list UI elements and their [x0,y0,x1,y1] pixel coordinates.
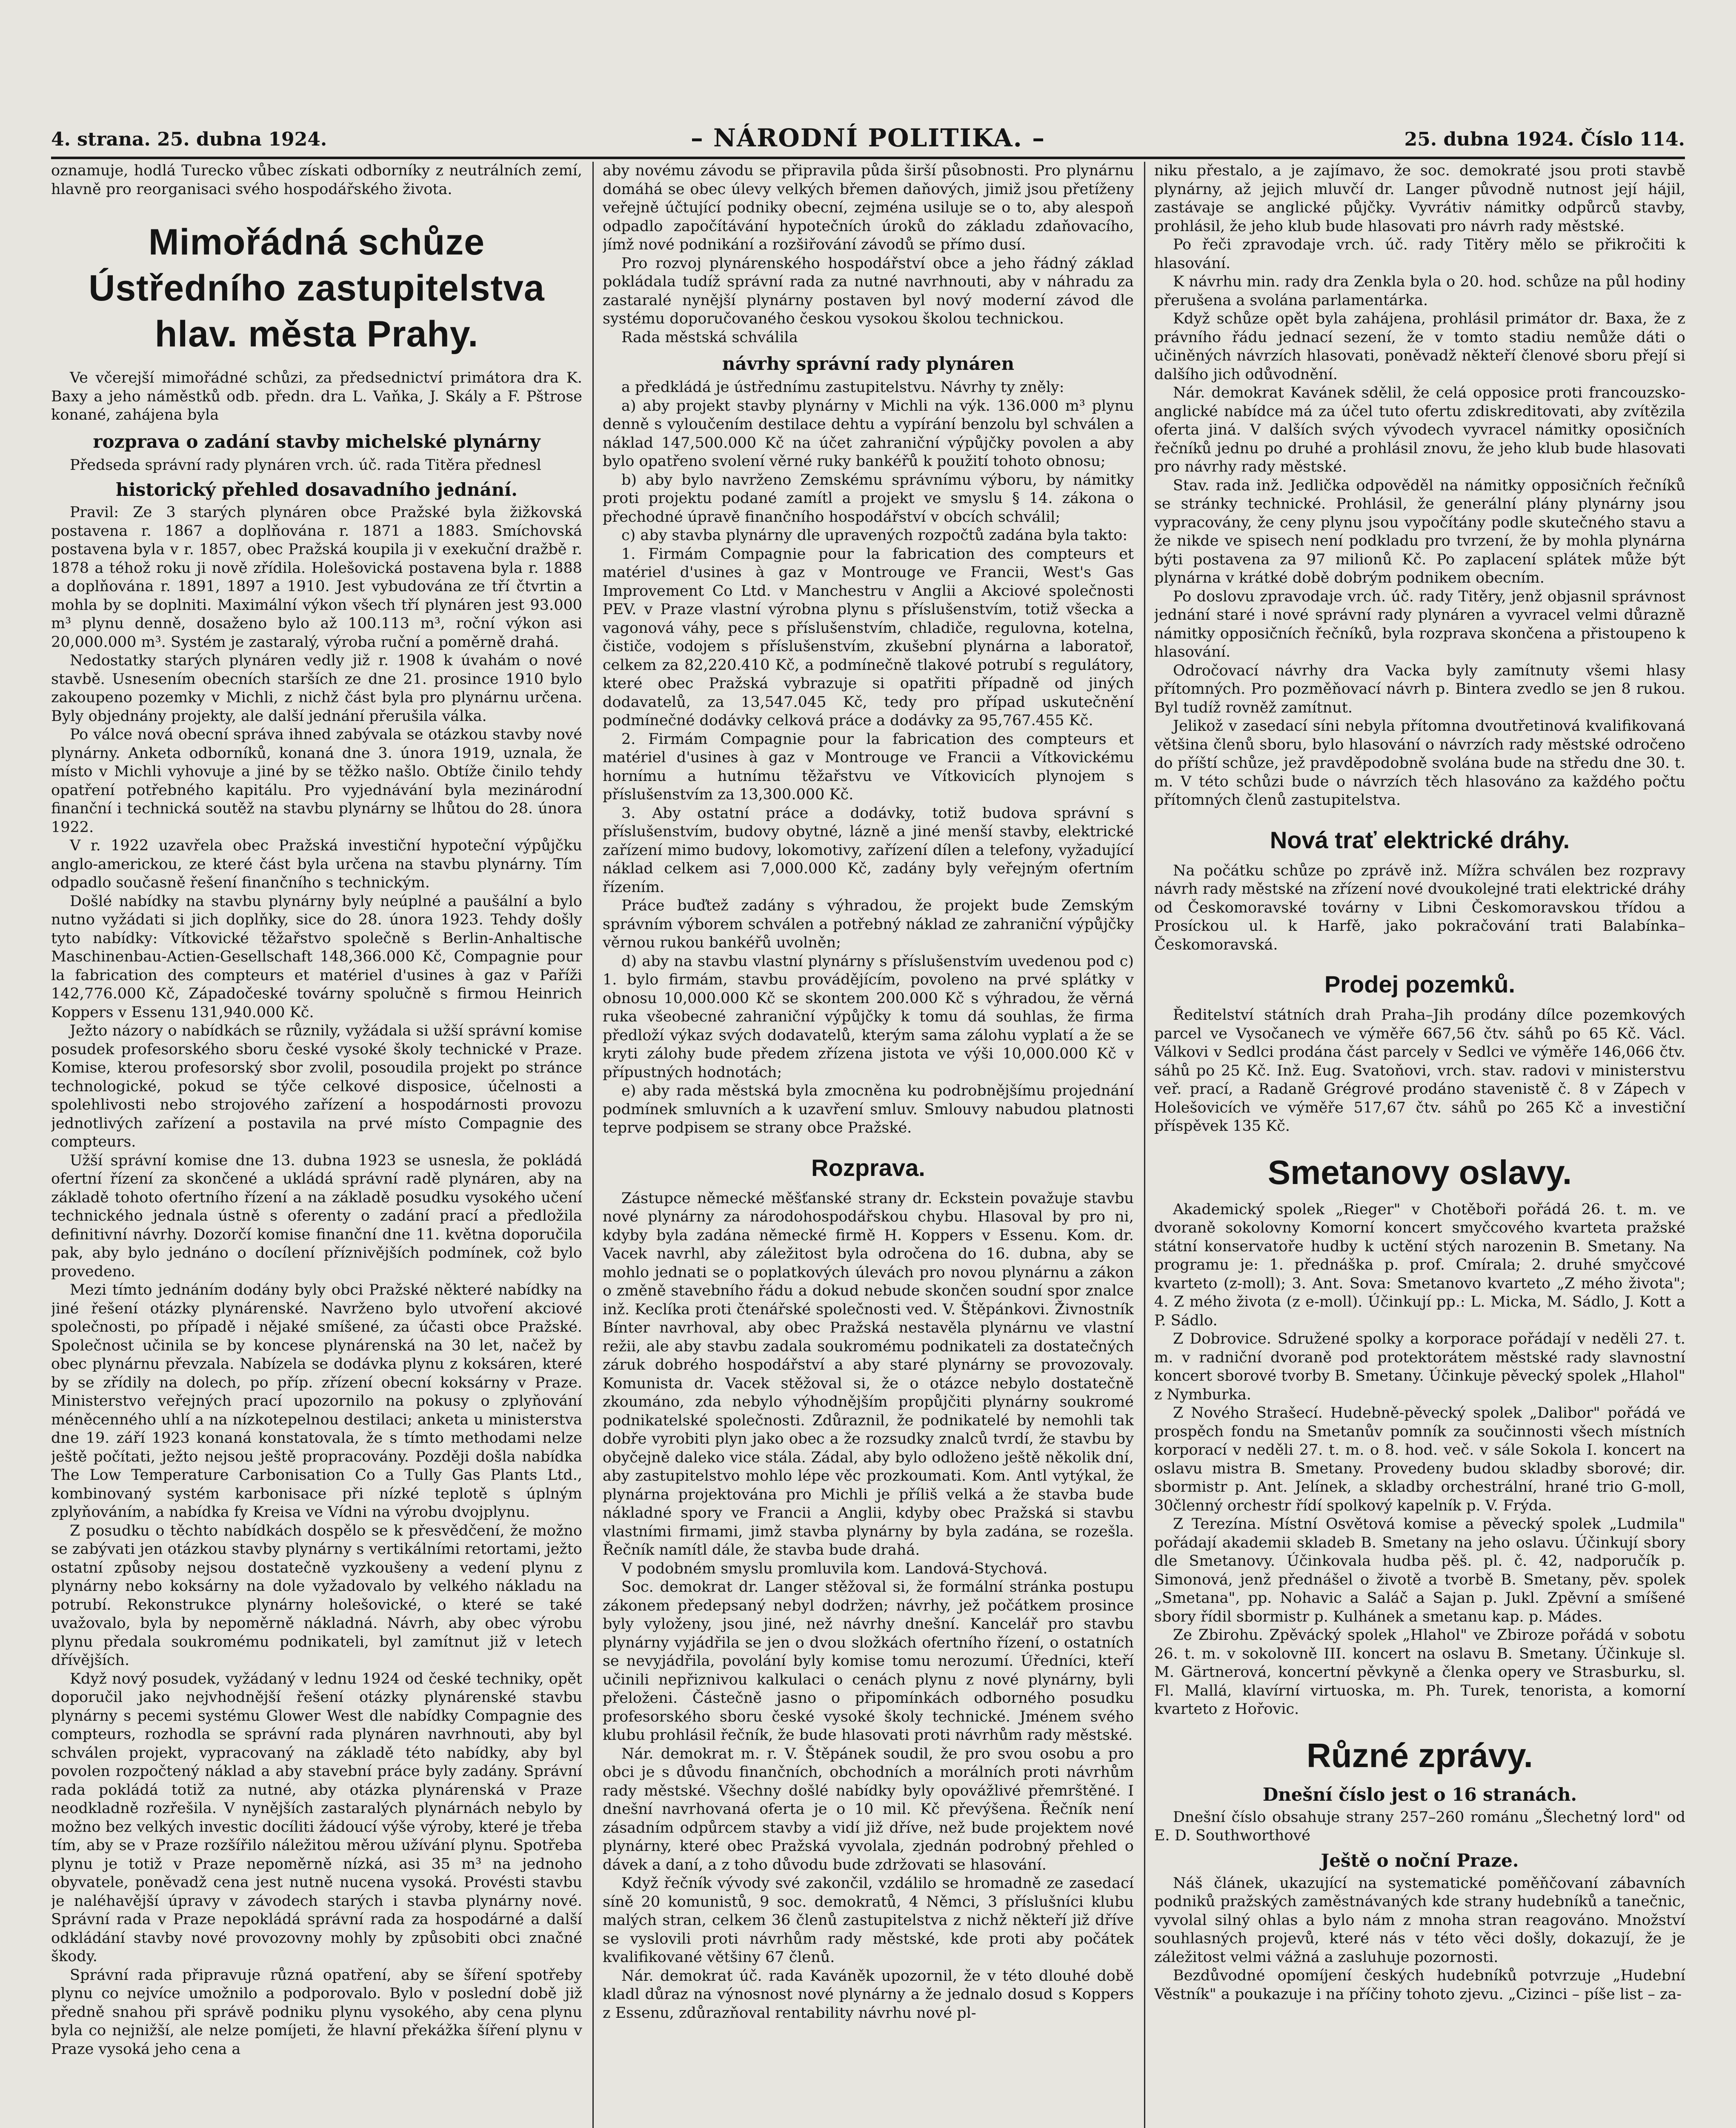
article-text: Zástupce německé měšťanské strany dr. Eckstein považuje stavbu nové plynárny za národohospodářskou chybu. Hlasoval by pro ni, kdyby byla zadána německé firmě H. Koppers v Essenu. Kom. dr. Vacek navrhl, aby záležitost byla odročena do 16. dubna, aby se mohlo jednati se o poplatkových úlevách pro novou plynárnu a zákon o změně stavebního řádu a dokud nebude skončen soudní spor znalce inž. Keclíka proti čtenářské společnosti ved. V. Štěpánkovi. Živnostník Bínter navrhoval, aby obec Pražská nestavěla plynárnu ve vlastní režii, ale aby stavbu zadala soukromému podnikateli za dostatečných záruk dobrého hospodářství a aby staré plynárny se provozovaly. Komunista dr. Vacek stěžoval si, že o otázce nebylo dostatečně zkoumáno, zda nebylo výhodnějším propůjčiti plynárny soukromé podnikatelské společnosti. Zdůraznil, že podnikatelé by nemohli tak dobře vyrobiti plyn jako obec a že rozsudky znalců tvrdí, že stavbu by obyčejně daleko vice stála. Zádal, aby bylo odloženo ještě několik dní, aby zastupitelstvo mohlo lépe věc prozkoumati. Kom. Antl vytýkal, že plynárna projektována pro Michli je příliš velká a že stavba bude nákladné spory ve Francii a Anglii, kdyby obec Pražská si stavbu vlastními firmami, jimž stavba plynárny by byla zadána, se rozešla. Řečník namítl dále, že stavba bude drahá. [603,1190,1134,1559]
column-3 [1154,162,1685,2128]
article-text: Nár. demokrat úč. rada Kaváněk upozornil, že v této dlouhé době kladl důraz na výnosnost nové plynárny a že jednalo dosud s Koppers z Essenu, zdůrazňoval rentability návrhu nové pl- [603,1967,1134,2022]
article-text: Práce buďtež zadány s výhradou, že projekt bude Zemským správním výborem schválen a potřebný náklad ze zahraniční výpůjčky věrnou rukou bankéřů uvolněn; [603,897,1134,951]
column-1 [51,162,582,2128]
article-text: Z Dobrovice. Sdružené spolky a korporace pořádají v neděli 27. t. m. v radniční dvoraně pod protektorátem městské rady slavnostní koncert sborové tvorby B. Smetany. Účinkuje pěvecký spolek „Hlahol" z Nymburka. [1154,1330,1685,1403]
section-subheading: Dnešní číslo jest o 16 stranách. [1262,1784,1577,1805]
article-text: Pro rozvoj plynárenského hospodářství obce a jeho řádný základ pokládala tudíž správní rada za nutné navrhnouti, aby v náhradu za zastaralé nynější plynárny postaven byl nový moderní závod dle systému doporučovaného českou vysokou školou technickou. [603,255,1134,327]
page-number-date: 4. strana. 25. dubna 1924. [51,129,327,150]
section-heading: Prodej pozemků. [1324,971,1516,998]
article-text: Po řeči zpravodaje vrch. úč. rady Titěry mělo se přikročiti k hlasování. [1154,236,1685,272]
article-text: V r. 1922 uzavřela obec Pražská investiční hypoteční výpůjčku anglo-americkou, ze které část byla určena na stavbu plynárny. Tím odpadlo současně řešení finančního s technickým. [51,837,582,891]
article-text: aby novému závodu se připravila půda širší působnosti. Pro plynárnu domáhá se obec úlevy velkých břemen daňových, jimiž jsou přetíženy veřejně účtující podniky obecní, zejména usiluje se o to, aby alespoň odpadlo započítávání hypotečních úroků do základu zdaňovacího, jímž nové podnikání a rozšiřování závodů se přímo dusí. [603,162,1134,253]
article-text: b) aby bylo navrženo Zemskému správnímu výboru, by námitky proti projektu podané zamítl a projekt ve smyslu § 14. zákona o přechodné úpravě finančního hospodářství v obcích schválil; [603,471,1134,526]
article-text: Užší správní komise dne 13. dubna 1923 se usnesla, že pokládá ofertní řízení za skončené a ukládá správní radě plynáren, aby na základě tohoto ofertního řízení a na základě posudku vysokého učení technického jednala ústně s oferenty o zadání prací a předložila definitivní návrhy. Dozorčí komise finanční dne 11. května doporučila pak, aby bylo jednáno o docílení příznivějších podmínek, což bylo provedeno. [51,1152,582,1280]
section-heading: Různé zprávy. [1307,1736,1533,1774]
article-text: Z Terezína. Místní Osvětová komise a pěvecký spolek „Ludmila" pořádají akademii skladeb B. Smetany na jeho oslavu. Účinkují sbory dle Smetanovy. Účinkovala hudba pěš. pl. č. 42, nadporučík p. Simonová, jenž přednášel o životě a tvorbě B. Smetany, pěv. spolek „Smetana", pp. Nohavic a Saláč a Sajan p. Jukl. Zpěvní a smíšené sbory řídil sbormistr p. Kulhánek a smetanu kap. p. Mádes. [1154,1516,1685,1625]
article-text: Ve včerejší mimořádné schůzi, za předsednictví primátora dra K. Baxy a jeho náměstků odb. předn. dra L. Vaňka, J. Skály a F. Pštrose konané, zahájena byla [51,369,582,423]
article-text: Předseda správní rady plynáren vrch. úč. rada Titěra přednesl [70,456,541,474]
article-text: d) aby na stavbu vlastní plynárny s příslušenstvím uvedenou pod c) 1. bylo firmám, stavbu provádějícím, povoleno na prvé splátky v obnosu 10,000.000 Kč se skontem 200.000 Kč s výhradou, že věrná ruka všeobecné zahraniční výpůjčky k tomu dá souhlas, že firma předloží výkaz svých dodavatelů, kterým sama zálohu vyplatí a že se kryti zálohy bude předem zřízena jistota ve výši 10,000.000 Kč v přípustných hodnotách; [603,952,1134,1081]
article-text: Stav. rada inž. Jedlička odpověděl na námitky opposičních řečníků se stránky technické. Prohlásil, že generální plány plynárny jsou vypracovány, že ceny plynu jsou vypočítány podle skutečného stavu a že nikde ve spisech není podkladu pro tvrzení, že by mohla plynárna býti postavena za 97 milionů Kč. Po zaplacení splátek může být plynárna v krátké době dobrým podnikem obecním. [1154,477,1685,586]
article-text: a předkládá je ústřednímu zastupitelstvu. Návrhy ty zněly: [621,379,1064,396]
article-text: Z Nového Strašecí. Hudebně-pěvecký spolek „Dalibor" pořádá ve prospěch fondu na Smetanův pomník za součinnosti všech místních korporací v neděli 27. t. m. o 8. hod. več. v sále Sokola I. koncert na oslavu mistra B. Smetany. Provedeny budou skladby sborové; dir. sbormistr p. Ant. Jelínek, a skladby orchestrální, hrané trio G-moll, 30členný orchestr řídí spolkový kapelník p. V. Frýda. [1154,1404,1685,1514]
article-text: Bezdůvodné opomíjení českých hudebníků potvrzuje „Hudební Věstník" a poukazuje i na příčiny tohoto zjevu. „Cizinci – píše list – za- [1154,1967,1685,2003]
section-subheading: návrhy správní rady plynáren [722,353,1015,374]
article-text: Nár. demokrat m. r. V. Štěpánek soudil, že pro svou osobu a pro obci je s důvodu finančních, obchodních a morálních proti návrhům rady městské. Všechny došlé nabídky byly opovážlivé přemrštěné. I dnešní navrhovaná oferta je o 10 mil. Kč převýšena. Řečník není zásadním odpůrcem stavby a vidí již dříve, než bude projektem nové plynárny, které obec Pražská vyvolala, zjednán podrobný přehled o dávek a daní, a z toho důvodu bude zdržovati se hlasování. [603,1745,1134,1873]
section-heading: Nová trať elektrické dráhy. [1270,826,1570,853]
header-rule [51,157,1685,159]
article-text: Dnešní číslo obsahuje strany 257–260 románu „Šlechetný lord" od E. D. Southworthové [1154,1808,1685,1844]
article-text: c) aby stavba plynárny dle upravených rozpočtů zadána byla takto: [621,527,1128,544]
article-text: Z posudku o těchto nabídkách dospělo se k přesvědčení, že možno se zabývati jen otázkou stavby plynárny s vertikálními retortami, ježto ostatní způsoby nejsou dostatečně vyzkoušeny a vedení plynu z plynárny nebo koksárny na dole vyžadovalo by velkého nákladu na potrubí. Rekonstrukce plynárny holešovické, o které se také uvažovalo, byla by nepoměrně nákladná. Návrh, aby obec výrobu plynu předala soukromému podnikateli, byl zamítnut již v letech dřívějších. [51,1522,582,1669]
article-text: Ze Zbirohu. Zpěvácký spolek „Hlahol" ve Zbiroze pořádá v sobotu 26. t. m. v sokolovně III. koncert na oslavu B. Smetany. Účinkuje sl. M. Gärtnerová, koncertní pěvkyně a členka opery ve Strasburku, sl. Fl. Mallá, klavírní virtuoska, m. Ph. Turek, tenorista, a komorní kvarteto z Hořovic. [1154,1627,1685,1718]
article-text: niku přestalo, a je zajímavo, že soc. demokraté jsou proti stavbě plynárny, až jejich mluvčí dr. Langer původně nutnost její hájil, zastávaje se anglické půjčky. Vyvrátiv námitky odpůrců stavby, prohlásil, že jeho klub bude hlasovati pro návrh rady městské. [1154,162,1685,235]
section-subheading: rozprava o zadání stavby michelské plynárny [93,431,541,452]
article-text: Nedostatky starých plynáren vedly již r. 1908 k úvahám o nové stavbě. Usnesením obecních starších ze dne 21. prosince 1910 bylo zakoupeno pozemky v Michli, z nichž část byla pro plynárnu určena. Byly objednány projekty, ale další jednání přerušila válka. [51,652,582,725]
article-text: Po válce nová obecní správa ihned zabývala se otázkou stavby nové plynárny. Anketa odborníků, konaná dne 3. února 1919, uznala, že místo v Michli vyhovuje a jiné by se těžko našlo. Obtíže činilo tehdy opatření potřebného kapitálu. Pro vyjednávání byla mezinárodní finanční i technická soutěž na stavbu plynárny se lhůtou do 28. února 1922. [51,726,582,836]
section-heading: Smetanovy oslavy. [1267,1153,1572,1191]
article-text: K návrhu min. rady dra Zenkla byla o 20. hod. schůze na půl hodiny přerušena a svolána parlamentárka. [1154,273,1685,309]
article-text: Po doslovu zpravodaje vrch. úč. rady Titěry, jenž objasnil správnost jednání staré i nové správní rady plynáren a vyvracel velmi důrazně námitky opposičních řečníků, byla rozprava skončena a přistoupeno k hlasování. [1154,588,1685,661]
article-headline: Mimořádná schůze Ústředního zastupitelstva hlav. města Prahy. [89,222,545,355]
section-subheading: Ještě o noční Praze. [1321,1850,1519,1871]
article-text: 1. Firmám Compagnie pour la fabrication des compteurs et matériel d'usines à gaz v Montrouge ve Francii, West's Gas Improvement Co Ltd. v Manchestru v Anglii a Akciové společnosti PEV. v Praze vlastní výrobna plynu s příslušenstvím, totiž všecka a vagonová váhy, pece s příslušenstvím, chladiče, regulovna, kotelna, čističe, vodojem s příslušenstvím, zkušební plynárna a laboratoř, celkem za 82,220.410 Kč, a podmínečně tlakové potrubí s regulátory, které obec Pražská vybrazuje si opatřiti případně od jiných dodavatelů, za 13,547.045 Kč, tedy pro případ uskutečnění podmínečné dodávky celková práce a dodávky za 95,767.455 Kč. [603,545,1134,729]
article-text: Soc. demokrat dr. Langer stěžoval si, že formální stránka postupu zákonem předepsaný nebyl dodržen; návrhy, jež počátkem prosince byly vyloženy, jsou jiné, než návrhy dnešní. Kancelář pro stavbu plynárny vyjádřila se jen o dvou složkách ofertního řízení, o ostatních se nevyjádřila, povolání byly komise tomu nerozumí. Úředníci, kteří učinili nepřiznivou kalkulaci o cenách plynu z nové plynárny, byli přeloženi. Částečně jasno o připomínkách odborného posudku profesorského sboru české vysoké školy technické. Jménem svého klubu prohlásil řečník, že bude hlasovati proti návrhům rady městské. [603,1579,1134,1744]
article-text: Nár. demokrat Kavánek sdělil, že celá opposice proti francouzsko-anglické nabídce má za účel tuto ofertu zdiskreditovati, aby zvítězila oferta jiná. V dalších svých vývodech vyvracel námitky oposičních řečníků jednu po druhé a prohlásil znovu, že jeho klub bude hlasovati pro návrhy rady městské. [1154,384,1685,475]
article-text: Akademický spolek „Rieger" v Chotěboři pořádá 26. t. m. ve dvoraně sokolovny Komorní koncert smyčcového kvarteta pražské státní konservatoře hudby k uctění stých narozenin B. Smetany. Na programu je: 1. přednáška p. prof. Cmírala; 2. druhé smyčcové kvarteto (z-moll); 3. Ant. Sova: Smetanovo kvarteto „Z mého života"; 4. Z mého života (z e-moll). Účinkují pp.: L. Micka, M. Sádlo, J. Kott a P. Sádlo. [1154,1201,1685,1329]
issue-date-number: 25. dubna 1924. Číslo 114. [1404,129,1685,150]
article-text: Když schůze opět byla zahájena, prohlásil primátor dr. Baxa, že z právního řádu jednací sezení, že v tomto stadiu nemůže dáti o učiněných návrzích hlasovati, poněvadž někteří členové sboru přejí si dalšího jich odůvodnění. [1154,310,1685,383]
article-text: Rada městská schválila [621,329,798,346]
article-text: Správní rada připravuje různá opatření, aby se šíření spotřeby plynu co nejvíce umožnilo a podporovalo. Bylo v poslední době již předně snahou při správě podniku plynu vysokého, aby cena plynu byla co nejnižší, ale nelze pomíjeti, že hlavní překážka šíření plynu v Praze vysoká jeho cena a [51,1966,582,2058]
column-divider [592,162,594,2128]
article-text: Ježto názory o nabídkách se různily, vyžádala si užší správní komise posudek profesorského sboru české vysoké školy technické v Praze. Komise, kterou profesorský sbor zvolil, posoudila projekt po stránce technologické, pokud se týče celkové disposice, účelnosti a spolehlivosti nebo strojového zařízení a hospodárnosti provozu jednotlivých zařízení a postavila na prvé místo Compagnie des compteurs. [51,1022,582,1150]
section-subheading: historický přehled dosavadního jednání. [116,479,518,500]
article-text: a) aby projekt stavby plynárny v Michli na výk. 136.000 m³ plynu denně s vyloučením destilace dehtu a vypírání benzolu byl schválen a náklad 147,500.000 Kč na účet zahraniční výpůjčky povolen a aby bylo opatřeno svolení věrné ruky bankéřů k použití tohoto obnosu; [603,397,1134,470]
article-text: Pravil: Ze 3 starých plynáren obce Pražské byla žižkovská postavena r. 1867 a doplňována r. 1871 a 1883. Smíchovská postavena byla v r. 1857, obec Pražská koupila ji v exekuční dražbě r. 1878 a téhož roku ji nově zřídila. Holešovická postavena byla r. 1888 a doplňována r. 1891, 1897 a 1910. Jest vybudována ze tří čtvrtin a mohla by se doplniti. Maximální výkon všech tří plynáren jest 93.000 m³ plynu denně, dosaženo bylo až 100.113 m³, roční výkon asi 20,000.000 m³. Systém je zastaralý, výroba ruční a poměrně drahá. [51,504,582,651]
article-text: Mezi tímto jednáním dodány byly obci Pražské některé nabídky na jiné řešení otázky plynárenské. Navrženo bylo utvoření akciové společnosti, po případě i nějaké smíšené, za účasti obce Pražské. Společnost učinila se by koncese plynárenská na 30 let, načež by obec plynárnu převzala. Nabízela se dodávka plynu z koksáren, které by se zřídily na dolech, po příp. zřízení obecní koksárny v Praze. Ministerstvo veřejných prací upozornilo na pokusy o zplyňování méněcenného uhlí a na nízkotepelnou destilaci; anketa u ministerstva dne 19. září 1923 konaná konstatovala, že s tímto methodami nelze ještě počítati, ježto nejsou ještě propracovány. Později došla nabídka The Low Temperature Carbonisation Co a Tully Gas Plants Ltd., kombinovaný systém karbonisace při nízké teplotě s úplným zplyňováním, a nabídka fy Kreisa ve Vídni na výrobu dvojplynu. [51,1281,582,1521]
article-text: Náš článek, ukazující na systematické poměňčovaní zábavních podniků pražských zaměstnávaných kde strany hudebníků a tanečnic, vyvolal silný ohlas a bylo nám z mnoha stran reagováno. Množství souhlasných projevů, které nás v této věci došly, dokazují, že je záležitost velmi vážná a zasluhuje pozornosti. [1154,1874,1685,1966]
columns [51,162,1685,2128]
column-divider [1144,162,1145,2128]
article-text: Ředitelství státních drah Praha–Jih prodány dílce pozemkových parcel ve Vysočanech ve výměře 667,56 čtv. sáhů po 65 Kč. Václ. Válkovi v Sedlci prodána část parcely v Sedlci ve výměře 146,066 čtv. sáhů po 25 Kč. Inž. Eug. Svatoňovi, vrch. stav. radovi v ministerstvu veř. prací, a Radaně Grégrové prodáno stavenistě č. 8 v Zápech v Holešovicích ve výměře 517,67 čtv. sáhů po 265 Kč a investiční příspěvek 135 Kč. [1154,1007,1685,1135]
article-text: Když nový posudek, vyžádaný v lednu 1924 od české techniky, opět doporučil jako nejvhodnější řešení otázky plynárenské stavbu plynárny s pecemi systému Glower West dle nabídky Compagnie des compteurs, rozhodla se správní rada plynáren navrhnouti, aby byl schválen projekt, vypracovaný na základě této nabídky, aby byl povolen rozpočtený náklad a aby stavební práce byly zadány. Správní rada pokládá totiž za nutné, aby otázka plynárenská v Praze neodkladně rozřešila. V nynějších zastaralých plynárnách nebylo by možno bez velkých investic docíliti žádoucí výše výroby, které je třeba tím, aby se v Praze rozšířilo náležitou měrou užívání plynu. Spotřeba plynu je totiž v Praze nepoměrně nízká, asi 35 m³ na jednoho obyvatele, poněvadž cena jest nutně nucena vysoká. Provésti stavbu je naléhavější úpravy v závodech starých i stavba plynárny nové. Správní rada v Praze nepokládá správní rada za hospodárné a další odkládání stavby nové provozovny mohly by způsobiti obci značné škody. [51,1670,582,1965]
article-text: e) aby rada městská byla zmocněna ku podrobnějšímu projednání podmínek smluvních a k uzavření smluv. Smlouvy nabudou platnosti teprve podpisem se strany obce Pražské. [603,1082,1134,1136]
article-text: Na počátku schůze po zprávě inž. Mížra schválen bez rozpravy návrh rady městské na zřízení nové dvoukolejné trati elektrické dráhy od Českomoravské továrny v Libni Českomoravskou třídou a Prosíckou ul. k Harfě, jako pokračování trati Balabínka–Českomoravská. [1154,862,1685,953]
section-heading: Rozprava. [811,1154,925,1181]
article-text: V podobném smyslu promluvila kom. Landová-Stychová. [621,1560,1048,1577]
article-text: Došlé nabídky na stavbu plynárny byly neúplné a paušální a bylo nutno vyžádati si jich doplňky, sice do 28. února 1923. Tehdy došly tyto nabídky: Vítkovické těžařstvo společně s Berlin-Anhaltische Maschinenbau-Actien-Gesellschaft 148,366.000 Kč, Compagnie pour la fabrication des compteurs et matériel d'usines à gaz v Paříži 142,776.000 Kč, Západočeské továrny spolučně s firmou Heinrich Koppers v Essenu 131,940.000 Kč. [51,892,582,1021]
column-2 [603,162,1134,2128]
article-text: Jelikož v zasedací síni nebyla přítomna dvoutřetinová kvalifikovaná většina členů sboru, bylo hlasování o návrzích rady městské odročeno do příští schůze, jež pravděpodobně svolána bude na středu dne 30. t. m. V této schůzi bude o návrzích těch hlasováno za každého počtu přítomných členů zastupitelstva. [1154,718,1685,809]
masthead-title: – NÁRODNÍ POLITIKA. – [690,123,1046,152]
article-text: Když řečník vývody své zakončil, vzdálilo se hromadně ze zasedací síně 20 komunistů, 9 soc. demokratů, 4 Němci, 3 příslušníci klubu malých stran, celkem 36 členů zastupitelstva z nichž někteří již dříve se vyslovili proti návrhům rady městské, kde proti aby počátek kvalifikované většiny 67 členů. [603,1875,1134,1966]
article-text: 3. Aby ostatní práce a dodávky, totiž budova správní s příslušenstvím, budovy obytné, lázně a jiné menší stavby, elektrické zařízení mimo budovy, lokomotivy, zařízení dílen a telefony, vyžadující náklad celkem asi 7,000.000 Kč, zadány byly veřejným ofertním řízením. [603,804,1134,896]
running-head [51,123,1685,157]
article-text: oznamuje, hodlá Turecko vůbec získati odborníky z neutrálních zemí, hlavně pro reorganisaci svého hospodářského života. [51,162,582,198]
article-text: Odročovací návrhy dra Vacka byly zamítnuty všemi hlasy přítomných. Pro pozměňovací návrh p. Bintera zvedlo se jen 8 rukou. Byl tudíž rovněž zamítnut. [1154,662,1685,716]
article-text: 2. Firmám Compagnie pour la fabrication des compteurs et matériel d'usines à gaz v Montrouge ve Francii a Vítkovickému hornímu a hutnímu těžařstvu ve Vítkovicích plynojem s příslušenstvím za 13,300.000 Kč. [603,730,1134,803]
